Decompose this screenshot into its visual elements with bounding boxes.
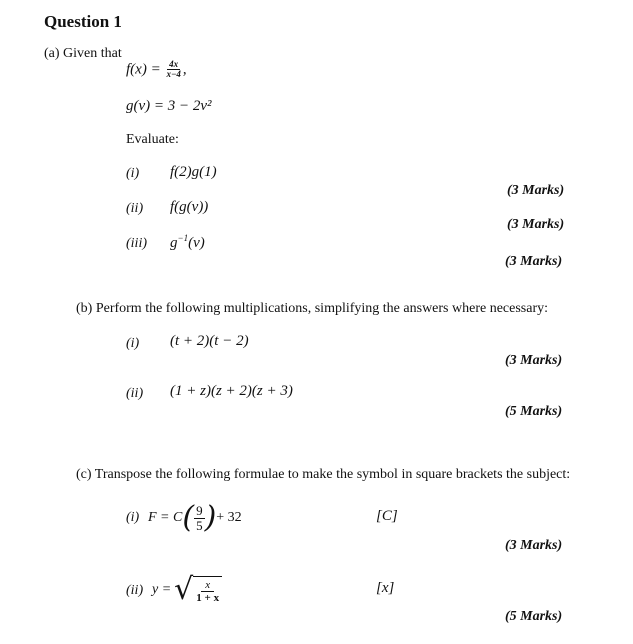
f-tail: , bbox=[182, 61, 187, 78]
a-iii-tail: (v) bbox=[188, 235, 205, 251]
g-definition: g(v) = 3 − 2v² bbox=[126, 98, 212, 114]
a-i-marks: (3 Marks) bbox=[507, 183, 565, 198]
c-ii-formula bbox=[152, 568, 222, 612]
a-iii-label: (iii) bbox=[126, 236, 147, 251]
f-definition bbox=[126, 60, 187, 80]
a-iii-superscript: −1 bbox=[177, 233, 189, 243]
c-i-denominator: 5 bbox=[196, 517, 203, 533]
c-ii-bracket-symbol: [x] bbox=[376, 580, 395, 596]
c-i-fraction bbox=[194, 504, 205, 532]
part-a-intro: (a) Given that bbox=[44, 46, 122, 61]
a-ii-expression: f(g(v)) bbox=[170, 199, 209, 215]
c-ii-radicand bbox=[193, 576, 222, 605]
a-iii-marks: (3 Marks) bbox=[505, 254, 563, 269]
a-i-expression: f(2)g(1) bbox=[170, 164, 217, 180]
a-iii-expression bbox=[170, 233, 205, 252]
b-i-label: (i) bbox=[126, 336, 140, 351]
part-c-intro: (c) Transpose the following formulae to make the symbol in square brackets the subject: bbox=[76, 467, 571, 482]
sqrt-icon: √ bbox=[174, 572, 194, 607]
f-fraction bbox=[164, 60, 182, 80]
c-i-formula bbox=[148, 496, 242, 540]
c-i-lhs: F = C bbox=[148, 510, 183, 525]
c-ii-lhs: y = bbox=[152, 582, 172, 597]
c-i-numerator: 9 bbox=[196, 502, 203, 518]
c-i-marks: (3 Marks) bbox=[505, 538, 563, 553]
b-ii-label: (ii) bbox=[126, 386, 144, 401]
f-denominator: x−4 bbox=[166, 69, 181, 80]
b-ii-expression: (1 + z)(z + 2)(z + 3) bbox=[170, 383, 293, 399]
question-title: Question 1 bbox=[44, 12, 122, 31]
b-i-marks: (3 Marks) bbox=[505, 353, 563, 368]
b-i-expression: (t + 2)(t − 2) bbox=[170, 333, 249, 349]
c-i-bracket-symbol: [C] bbox=[376, 508, 398, 524]
c-ii-square-root bbox=[174, 572, 222, 607]
f-numerator: 4x bbox=[169, 59, 179, 69]
c-ii-denominator: 1 + x bbox=[196, 592, 220, 605]
f-lhs: f(x) = bbox=[126, 61, 161, 78]
c-ii-label: (ii) bbox=[126, 583, 144, 598]
c-i-tail: + 32 bbox=[216, 510, 242, 525]
part-b-intro: (b) Perform the following multiplications, simplifying the answers where necessary: bbox=[76, 301, 549, 316]
evaluate-label: Evaluate: bbox=[126, 132, 179, 147]
c-i-right-paren: ) bbox=[204, 500, 217, 535]
a-i-label: (i) bbox=[126, 166, 140, 181]
c-i-left-paren: ( bbox=[182, 500, 195, 535]
a-iii-base: g bbox=[170, 235, 178, 251]
b-ii-marks: (5 Marks) bbox=[505, 404, 563, 419]
a-ii-marks: (3 Marks) bbox=[507, 217, 565, 232]
c-ii-numerator: x bbox=[201, 579, 214, 592]
c-i-label: (i) bbox=[126, 510, 140, 525]
a-ii-label: (ii) bbox=[126, 201, 144, 216]
c-ii-marks: (5 Marks) bbox=[505, 609, 563, 624]
